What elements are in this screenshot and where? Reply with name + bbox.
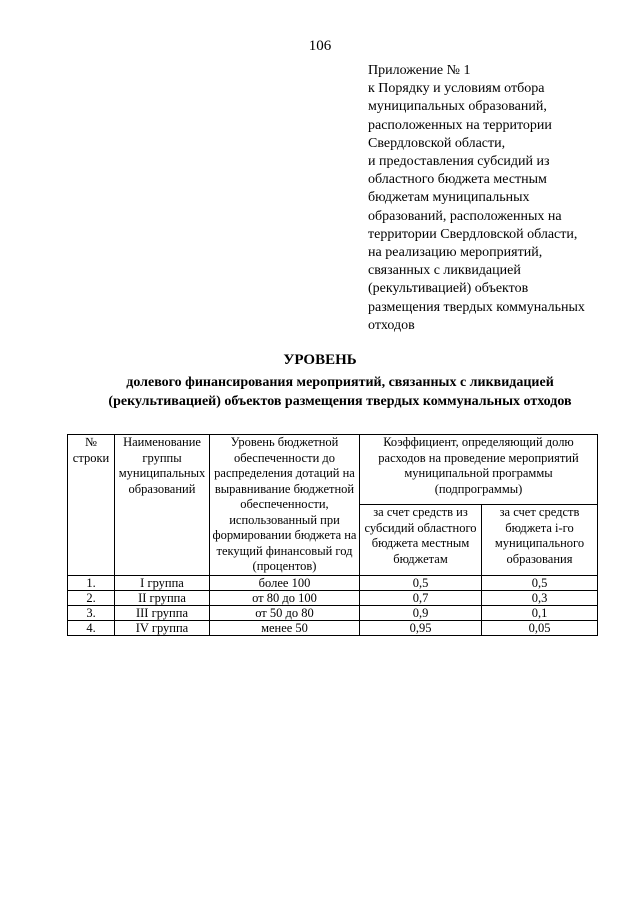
table-row	[68, 575, 598, 590]
appendix-line: территории Свердловской области,	[368, 226, 578, 242]
document-subtitle	[60, 373, 620, 411]
cell-municipal-share: 0,05	[482, 620, 598, 635]
appendix-line: Свердловской области,	[368, 135, 506, 151]
cell-row-number: 3.	[68, 605, 115, 620]
document-title: УРОВЕНЬ	[283, 352, 357, 368]
appendix-line: (рекультивацией) объектов	[368, 281, 529, 297]
appendix-note	[368, 62, 630, 335]
cell-budget-level: от 50 до 80	[210, 605, 360, 620]
cell-regional-share: 0,7	[360, 590, 482, 605]
appendix-line: связанных с ликвидацией	[368, 263, 521, 279]
cell-group: I группа	[115, 575, 210, 590]
appendix-line: областного бюджета местным	[368, 172, 547, 188]
appendix-line: Приложение № 1	[368, 63, 471, 78]
header-coefficient: Коэффициент, определяющий долю расходов на проведение мероприятий муниципальной программы (подпрограммы)	[360, 435, 598, 505]
table-row	[68, 620, 598, 635]
table-row	[68, 590, 598, 605]
header-group-name: Наименование группы муниципальных образований	[115, 435, 210, 576]
cell-group: IV группа	[115, 620, 210, 635]
appendix-line: муниципальных образований,	[368, 99, 547, 115]
cell-group: II группа	[115, 590, 210, 605]
cell-budget-level: более 100	[210, 575, 360, 590]
cell-municipal-share: 0,3	[482, 590, 598, 605]
appendix-line: отходов	[368, 317, 415, 333]
cell-regional-share: 0,95	[360, 620, 482, 635]
appendix-line: и предоставления субсидий из	[368, 154, 550, 170]
financing-levels-table	[67, 434, 598, 636]
cell-row-number: 2.	[68, 590, 115, 605]
header-regional-subsidy: за счет средств из субсидий областного бюджета местным бюджетам	[360, 505, 482, 575]
cell-budget-level: менее 50	[210, 620, 360, 635]
cell-row-number: 1.	[68, 575, 115, 590]
header-municipal-budget: за счет средств бюджета i-го муниципального образования	[482, 505, 598, 575]
cell-municipal-share: 0,5	[482, 575, 598, 590]
appendix-line: расположенных на территории	[368, 117, 552, 133]
cell-budget-level: от 80 до 100	[210, 590, 360, 605]
cell-group: III группа	[115, 605, 210, 620]
appendix-line: бюджетам муниципальных	[368, 190, 530, 206]
header-budget-level: Уровень бюджетной обеспеченности до распределения дотаций на выравнивание бюджетной обеспеченности, использованный при формировании бюджета на текущий финансовый год (процентов)	[210, 435, 360, 576]
cell-regional-share: 0,9	[360, 605, 482, 620]
page-number: 106	[308, 38, 332, 54]
subtitle-line: долевого финансирования мероприятий, связанных с ликвидацией	[126, 375, 554, 390]
appendix-line: размещения твердых коммунальных	[368, 299, 585, 315]
appendix-line: образований, расположенных на	[368, 208, 562, 224]
header-row-number: № строки	[68, 435, 115, 576]
table-row	[68, 605, 598, 620]
appendix-line: на реализацию мероприятий,	[368, 245, 543, 261]
cell-municipal-share: 0,1	[482, 605, 598, 620]
cell-row-number: 4.	[68, 620, 115, 635]
subtitle-line: (рекультивацией) объектов размещения твердых коммунальных отходов	[108, 394, 572, 409]
cell-regional-share: 0,5	[360, 575, 482, 590]
appendix-line: к Порядку и условиям отбора	[368, 81, 545, 97]
